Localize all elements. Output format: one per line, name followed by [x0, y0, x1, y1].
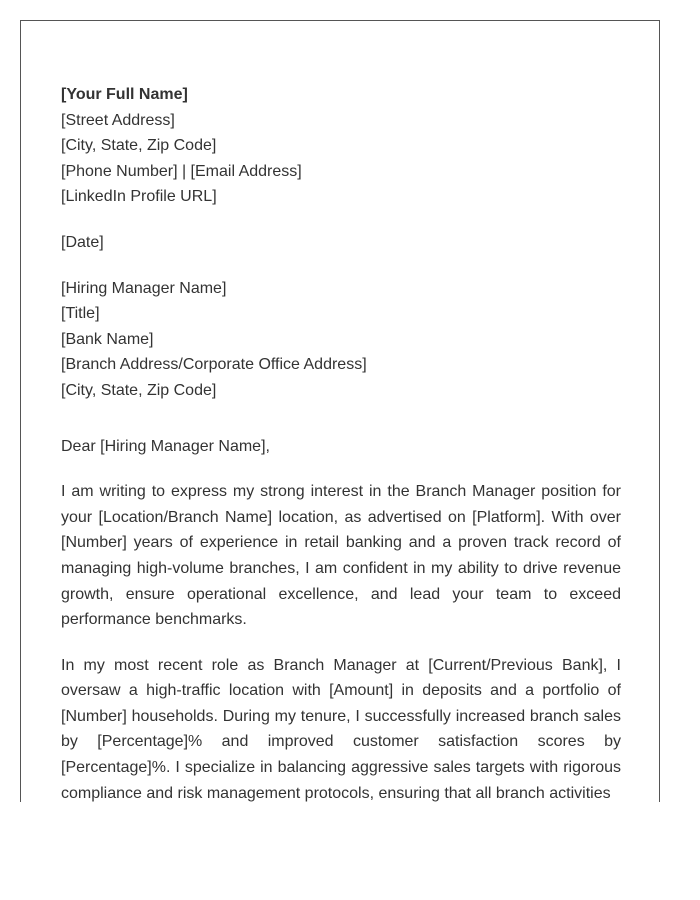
recipient-address: [Branch Address/Corporate Office Address]: [61, 356, 367, 374]
sender-name: [Your Full Name]: [61, 86, 188, 103]
salutation: Dear [Hiring Manager Name],: [61, 437, 270, 455]
sender-block: [61, 82, 621, 210]
recipient-block: [61, 276, 621, 404]
body-paragraph-2: In my most recent role as Branch Manager at [Current/Previous Bank], I oversaw a high-traffic location with [Amount] in deposits and a portfolio of [Number] households. During my tenure, I successfully increased branch sales by [Percentage]% and improved customer satisfaction scores by [Percentage]%. I specialize in balancing aggressive sales targets with rigorous compliance and risk management protocols, ensuring that all branch activities: [61, 656, 621, 802]
sender-street: [Street Address]: [61, 111, 175, 129]
recipient-bank: [Bank Name]: [61, 330, 154, 348]
sender-city-state-zip: [City, State, Zip Code]: [61, 137, 217, 155]
spacer: [61, 256, 621, 276]
letter-content: [61, 82, 621, 802]
body-paragraph-1: I am writing to express my strong interest in the Branch Manager position for your [Location/Branch Name] location, as advertised on [Platform]. With over [Number] years of experience in retail banking and a proven track record of managing high-volume branches, I am confident in my ability to drive revenue growth, ensure operational excellence, and lead your team to exceed performance benchmarks.: [61, 483, 621, 629]
sender-linkedin: [LinkedIn Profile URL]: [61, 188, 217, 206]
recipient-name: [Hiring Manager Name]: [61, 279, 227, 297]
spacer: [61, 210, 621, 230]
spacer: [61, 459, 621, 479]
recipient-title: [Title]: [61, 305, 100, 323]
letter-page: [20, 20, 660, 802]
letter-date: [Date]: [61, 233, 104, 251]
sender-phone-email: [Phone Number] | [Email Address]: [61, 162, 302, 180]
recipient-city-state-zip: [City, State, Zip Code]: [61, 381, 217, 399]
spacer: [61, 404, 621, 434]
